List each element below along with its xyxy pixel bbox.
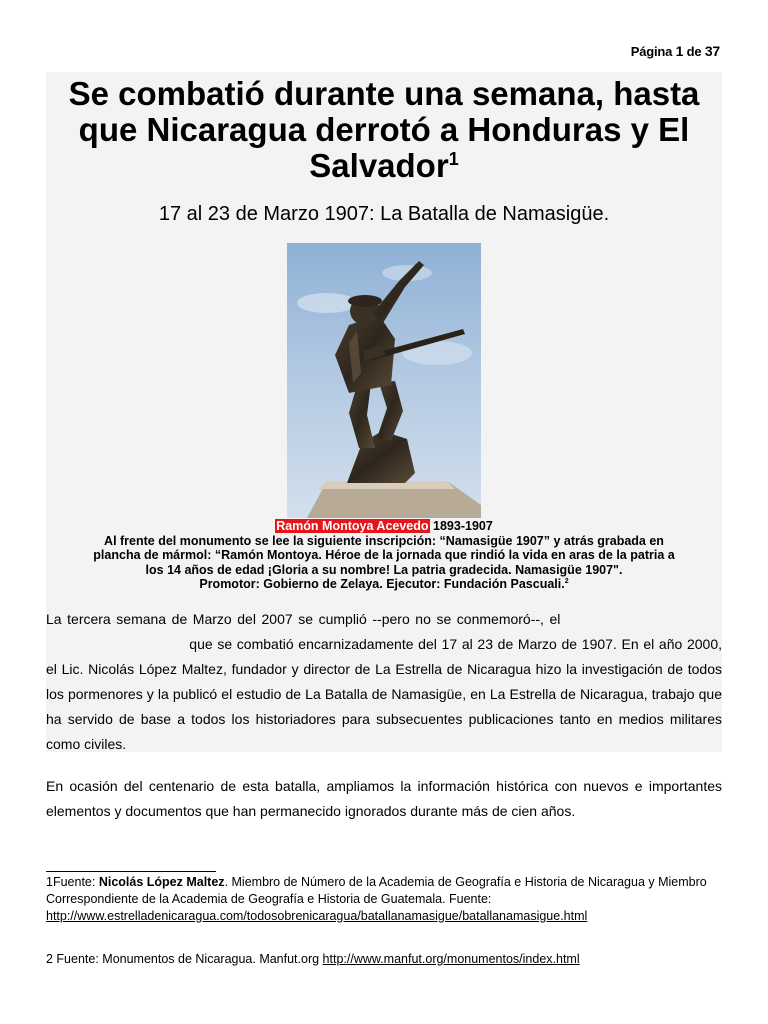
article-subtitle: 17 al 23 de Marzo 1907: La Batalla de Namasigüe. xyxy=(158,203,610,225)
footnote-1-author: Nicolás López Maltez xyxy=(98,875,225,889)
paragraph-1-hidden-text: primer Centenario de La Batalla de Namasigüe xyxy=(46,611,722,652)
page-current: 1 xyxy=(675,43,684,59)
footnote-1 xyxy=(46,874,722,925)
title-line-2: que Nicaragua derrotó a Honduras y El xyxy=(78,111,690,148)
body-paragraph-2: En ocasión del centenario de esta batalla, ampliamos la información histórica con nuevos e importantes elementos y documentos que han permanecido ignorados durante más de cien años. xyxy=(46,778,722,819)
caption-footnote-ref[interactable]: 2 xyxy=(564,577,569,585)
caption-name-highlight: Ramón Montoya Acevedo xyxy=(276,519,429,533)
footnote-2 xyxy=(46,951,722,968)
footnote-2-link[interactable]: http://www.manfut.org/monumentos/index.html xyxy=(322,952,580,966)
title-line-1: Se combatió durante una semana, hasta xyxy=(68,75,700,112)
article-title xyxy=(46,76,722,184)
page-label: Página xyxy=(630,44,673,59)
footnote-divider xyxy=(46,871,216,872)
footnote-2-text: 2 Fuente: Monumentos de Nicaragua. Manfut.org xyxy=(46,952,323,966)
footnote-1-prefix: 1Fuente: xyxy=(46,875,99,889)
paragraph-1-start: La tercera semana de Marzo del 2007 se cumplió --pero no se conmemoró--, el xyxy=(46,611,561,627)
footnote-1-text: . Miembro de Número de la Academia de Geografía e Historia de Nicaragua y Miembro Correspondiente de la Academia de Geografía e Historia de Guatemala. Fuente: xyxy=(46,875,707,906)
paragraph-1-end: que se combatió encarnizadamente del 17 al 23 de Marzo de 1907. En el año 2000, el Lic. Nicolás López Maltez, fundador y director de La Estrella de Nicaragua hizo la investigación de todos los pormenores y la publicó el estudio de La Batalla de Namasigüe, en La Estrella de Nicaragua, trabajo que ha servido de base a todos los historiadores para subsecuentes publicaciones tanto en medios militares como civiles. xyxy=(46,636,722,752)
caption-years: 1893-1907 xyxy=(433,519,493,533)
page-total: 37 xyxy=(704,43,720,59)
page-number xyxy=(631,43,720,59)
caption-line-2: plancha de mármol: “Ramón Montoya. Héroe de la jornada que rindió la vida en aras de la patria a xyxy=(93,548,675,562)
caption-line-3: los 14 años de edad ¡Gloria a su nombre! La patria gradecida. Namasigüe 1907". xyxy=(145,562,623,577)
title-footnote-ref[interactable]: 1 xyxy=(448,149,459,169)
photo-caption xyxy=(46,519,722,592)
statue-photo xyxy=(287,243,481,518)
title-line-3: Salvador xyxy=(309,147,449,184)
body-paragraph-1 xyxy=(46,607,722,757)
caption-line-1: Al frente del monumento se lee la siguiente inscripción: “Namasigüe 1907” y atrás grabada en xyxy=(104,533,664,548)
caption-line-4: Promotor: Gobierno de Zelaya. Ejecutor: Fundación Pascuali. xyxy=(199,577,565,591)
footnote-1-link[interactable]: http://www.estrelladenicaragua.com/todosobrenicaragua/batallanamasigue/batallanamasigue.html xyxy=(46,909,588,923)
page-separator: de xyxy=(686,44,702,59)
